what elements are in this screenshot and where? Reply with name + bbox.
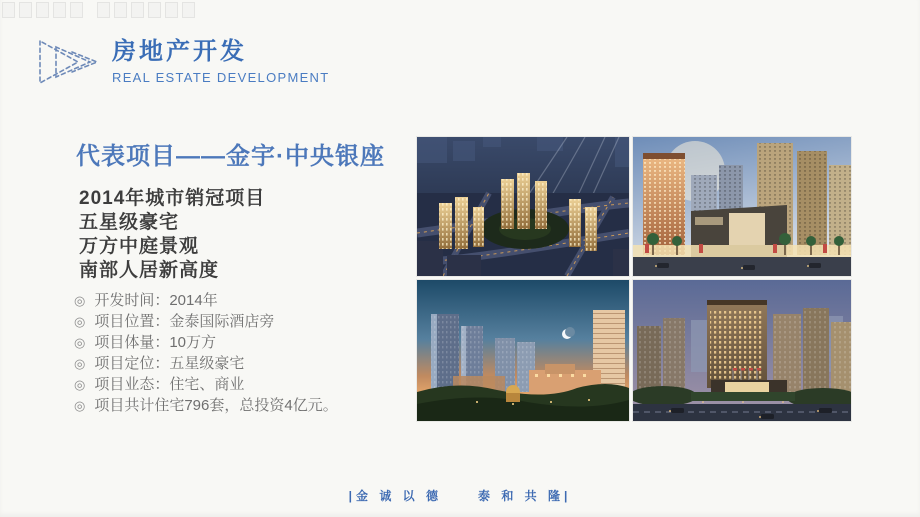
spec-text: 项目位置：金泰国际酒店旁: [94, 313, 275, 330]
spec-item: [74, 290, 338, 311]
watermark-square: [148, 2, 161, 18]
highlight-line: 南部人居新高度: [79, 260, 220, 281]
footer-motto-right: 泰 和 共 隆|: [478, 489, 572, 503]
highlight-line: 万方中庭景观: [79, 236, 200, 257]
header-title: 房地产开发: [112, 38, 247, 66]
watermark-square: [53, 2, 66, 18]
watermark-square: [114, 2, 127, 18]
photo-night-aerial: [417, 137, 629, 276]
evening-hotel-rendering: [633, 280, 851, 421]
night-aerial-rendering: [417, 137, 629, 276]
spec-item: [74, 395, 338, 416]
bullseye-bullet-icon: ◎: [74, 356, 86, 371]
dashed-triangles-logo-icon: [34, 36, 100, 88]
spec-text: 项目定位：五星级豪宅: [94, 355, 245, 372]
bullseye-bullet-icon: ◎: [74, 293, 86, 308]
footer-motto-left: |金 诚 以 德: [348, 489, 442, 503]
header-subtitle: REAL ESTATE DEVELOPMENT: [112, 69, 330, 85]
dusk-street-rendering: [633, 137, 851, 276]
watermark-square: [2, 2, 15, 18]
watermark-square: [165, 2, 178, 18]
sunset-garden-rendering: [417, 280, 629, 421]
bullseye-bullet-icon: ◎: [74, 398, 86, 413]
spec-text: 项目体量：10万方: [94, 334, 217, 351]
spec-item: [74, 374, 338, 395]
project-highlights: [79, 187, 265, 283]
spec-item: [74, 332, 338, 353]
spec-item: [74, 353, 338, 374]
photo-dusk-street: [633, 137, 851, 276]
bullseye-bullet-icon: ◎: [74, 377, 86, 392]
watermark-square: [131, 2, 144, 18]
photo-gallery: [417, 137, 851, 421]
project-spec-list: [74, 290, 338, 416]
spec-text: 开发时间：2014年: [94, 292, 218, 309]
header: [34, 36, 329, 88]
spec-text: 项目共计住宅796套，总投资4亿元。: [94, 397, 338, 414]
photo-sunset-garden: [417, 280, 629, 421]
watermark-square: [36, 2, 49, 18]
highlight-line: 2014年城市销冠项目: [79, 188, 266, 209]
bullseye-bullet-icon: ◎: [74, 335, 86, 350]
footer-motto: [0, 487, 920, 504]
header-text: [112, 39, 329, 84]
watermark-square: [182, 2, 195, 18]
watermark-square: [70, 2, 83, 18]
spec-item: [74, 311, 338, 332]
project-title: 代表项目——金宇·中央银座: [76, 143, 385, 170]
spec-text: 项目业态：住宅、商业: [94, 376, 245, 393]
watermark-square: [97, 2, 110, 18]
watermark-square: [19, 2, 32, 18]
highlight-line: 五星级豪宅: [79, 212, 180, 233]
watermark-squares: [2, 2, 195, 18]
bullseye-bullet-icon: ◎: [74, 314, 86, 329]
photo-evening-hotel: [633, 280, 851, 421]
